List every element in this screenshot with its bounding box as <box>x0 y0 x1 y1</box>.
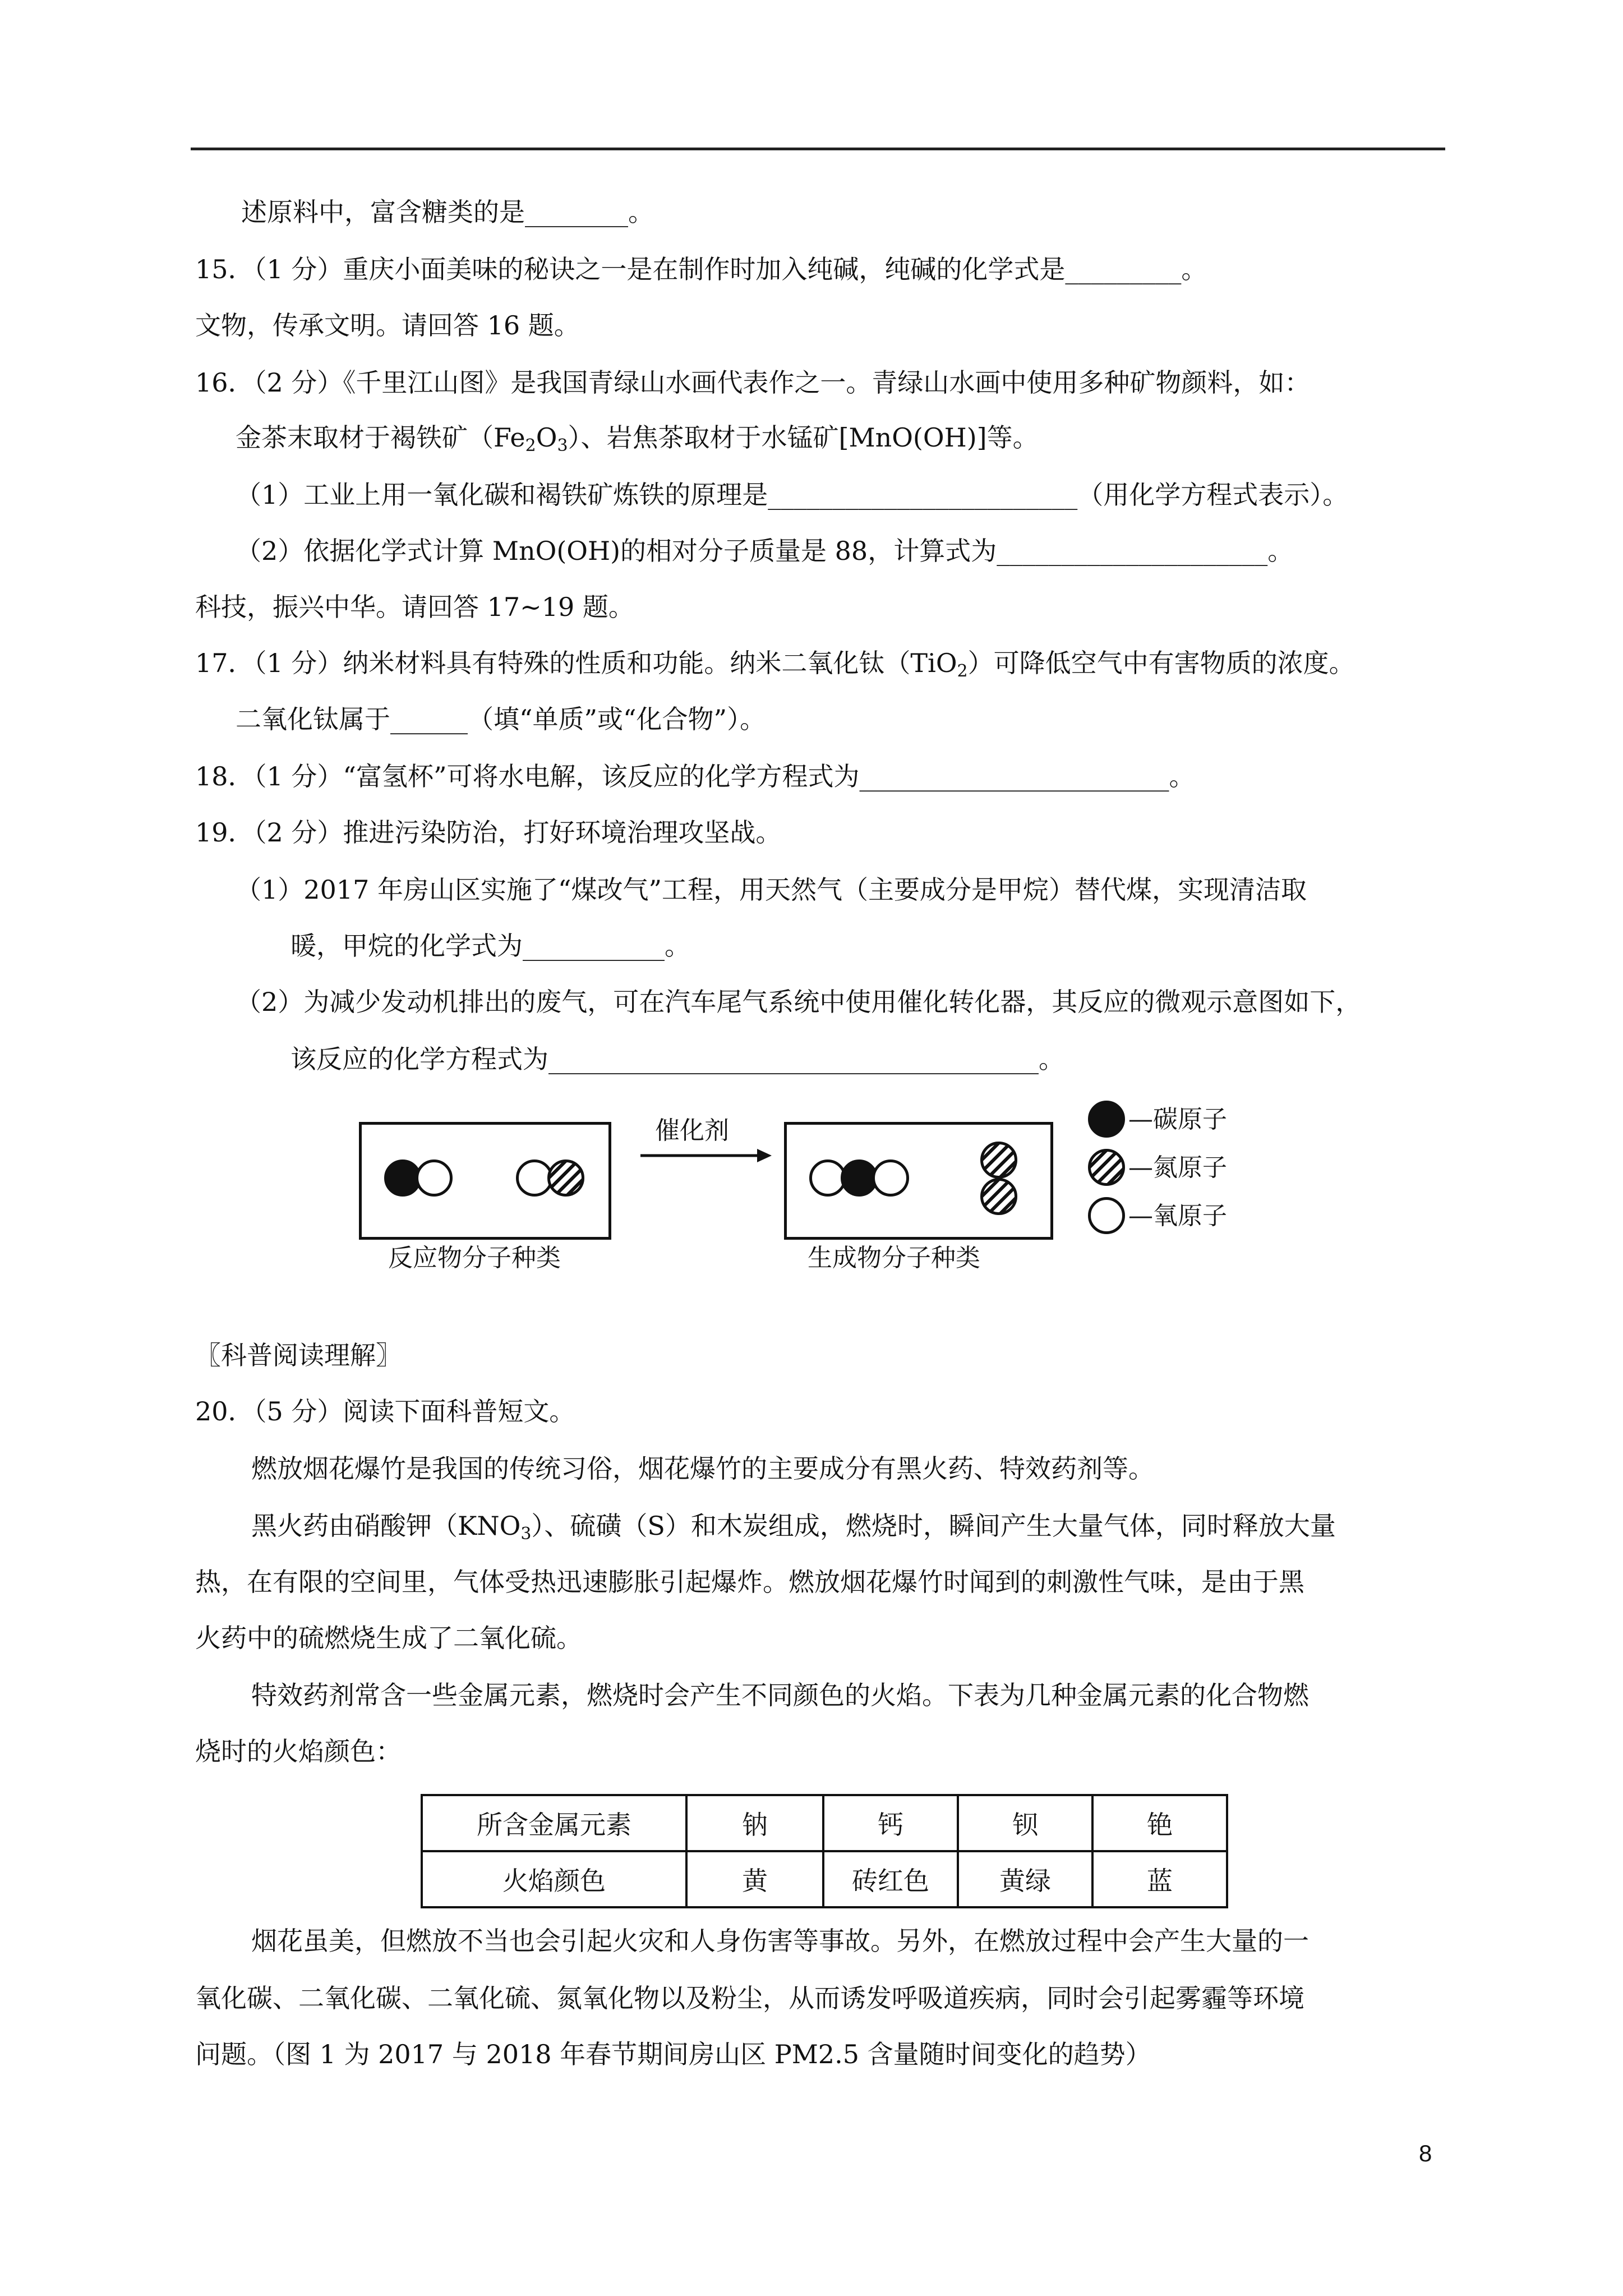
nitrogen-atom <box>547 1159 584 1197</box>
table-cell: 钡 <box>958 1795 1092 1851</box>
section-heading: 〖科普阅读理解〗 <box>195 1340 402 1370</box>
legend-carbon: —碳原子 <box>1128 1105 1227 1134</box>
flame-color-table <box>421 1794 1228 1908</box>
legend-nitrogen: —氮原子 <box>1128 1153 1227 1182</box>
table-cell: 黄 <box>686 1851 823 1907</box>
question-19: 19．（2 分）推进污染防治，打好环境治理攻坚战。 <box>195 817 782 848</box>
table-cell: 钠 <box>686 1795 823 1851</box>
reactants-label: 反应物分子种类 <box>388 1244 561 1272</box>
paragraph-line: 黑火药由硝酸钾$(KNO_3)$、硫磺（S）和木炭组成，燃烧时，瞬间产生大量气体，同时释放大量 <box>251 1511 1336 1544</box>
section-intro: 科技，振兴中华。请回答 17~19 题。 <box>195 592 634 622</box>
oxygen-atom <box>872 1159 909 1197</box>
question-16: 16．（2 分）《千里江山图》是我国青绿山水画代表作之一。青绿山水画中使用多种矿物颜料，如： <box>195 367 1311 398</box>
oxygen-atom-legend-icon <box>1088 1197 1125 1234</box>
question-20: 20．（5 分）阅读下面科普短文。 <box>195 1396 575 1427</box>
table-row <box>422 1851 1227 1907</box>
header-rule <box>191 148 1445 150</box>
question-15: 15．（1 分）重庆小面美味的秘诀之一是在制作时加入纯碱，纯碱的化学式是_________。 <box>195 254 1207 284</box>
table-cell: 火焰颜色 <box>422 1851 686 1907</box>
arrow-icon <box>639 1144 774 1167</box>
table-cell: 黄绿 <box>958 1851 1092 1907</box>
text-line: 暖，甲烷的化学式为___________。 <box>291 931 690 961</box>
legend-oxygen: —氧原子 <box>1128 1202 1227 1230</box>
carbon-atom-legend-icon <box>1088 1101 1125 1138</box>
paragraph-line: 烟花虽美，但燃放不当也会引起火灾和人身伤害等事故。另外，在燃放过程中会产生大量的一 <box>251 1926 1309 1956</box>
question-17: 17．（1 分）纳米材料具有特殊的性质和功能。纳米二氧化钛（TiO$_2$）可降低空气中有害物质的浓度。 <box>195 648 1355 681</box>
text-line: 该反应的化学方程式为______________________________________。 <box>291 1044 1064 1074</box>
nitrogen-atom <box>980 1142 1017 1179</box>
page-number: 8 <box>1419 2140 1432 2166</box>
text-line: 述原料中，富含糖类的是________。 <box>241 197 654 227</box>
paragraph-line: 热，在有限的空间里，气体受热迅速膨胀引起爆炸。燃放烟花爆竹时闻到的刺激性气味，是由于黑 <box>195 1567 1304 1597</box>
table-cell: 蓝 <box>1092 1851 1227 1907</box>
question-16-1: （1）工业上用一氧化碳和褐铁矿炼铁的原理是________________________（用化学方程式表示）。 <box>236 480 1349 510</box>
table-cell: 所含金属元素 <box>422 1795 686 1851</box>
catalyst-label: 催化剂 <box>655 1116 729 1145</box>
paragraph-line: 烧时的火焰颜色： <box>195 1736 402 1766</box>
table-cell: 砖红色 <box>823 1851 958 1907</box>
paragraph-line: 火药中的硫燃烧生成了二氧化硫。 <box>195 1623 582 1653</box>
question-19-2: （2）为减少发动机排出的废气，可在汽车尾气系统中使用催化转化器，其反应的微观示意图如下， <box>236 987 1362 1017</box>
section-intro: 文物，传承文明。请回答 16 题。 <box>195 310 580 341</box>
table-cell: 铯 <box>1092 1795 1227 1851</box>
paragraph-line: 特效药剂常含一些金属元素，燃烧时会产生不同颜色的火焰。下表为几种金属元素的化合物燃 <box>251 1680 1309 1710</box>
paragraph-line: 问题。（图 1 为 2017 与 2018 年春节期间房山区 PM2.5 含量随时间变化的趋势） <box>195 2039 1151 2069</box>
reactants-box <box>359 1122 611 1240</box>
oxygen-atom <box>416 1159 453 1197</box>
question-16-2: （2）依据化学式计算 MnO(OH)的相对分子质量是 88，计算式为_____________________。 <box>236 536 1294 566</box>
question-19-1: （1）2017 年房山区实施了“煤改气”工程，用天然气（主要成分是甲烷）替代煤，实现清洁取 <box>236 875 1307 905</box>
products-label: 生成物分子种类 <box>808 1244 980 1272</box>
products-box <box>784 1122 1053 1240</box>
nitrogen-atom <box>980 1178 1017 1215</box>
question-18: 18．（1 分）“富氢杯”可将水电解，该反应的化学方程式为________________________。 <box>195 761 1195 792</box>
paragraph-line: 燃放烟花爆竹是我国的传统习俗，烟花爆竹的主要成分有黑火药、特效药剂等。 <box>251 1453 1154 1484</box>
text-line: 金茶末取材于褐铁矿$(Fe_2O_3)$、岩焦茶取材于水锰矿[MnO(OH)]等。 <box>236 422 1039 455</box>
paragraph-line: 氧化碳、二氧化碳、二氧化硫、氮氧化物以及粉尘，从而诱发呼吸道疾病，同时会引起雾霾等环境 <box>195 1983 1304 2013</box>
nitrogen-atom-legend-icon <box>1088 1149 1125 1186</box>
table-row <box>422 1795 1227 1851</box>
table-cell: 钙 <box>823 1795 958 1851</box>
text-line: 二氧化钛属于______（填“单质”或“化合物”）。 <box>236 704 766 734</box>
